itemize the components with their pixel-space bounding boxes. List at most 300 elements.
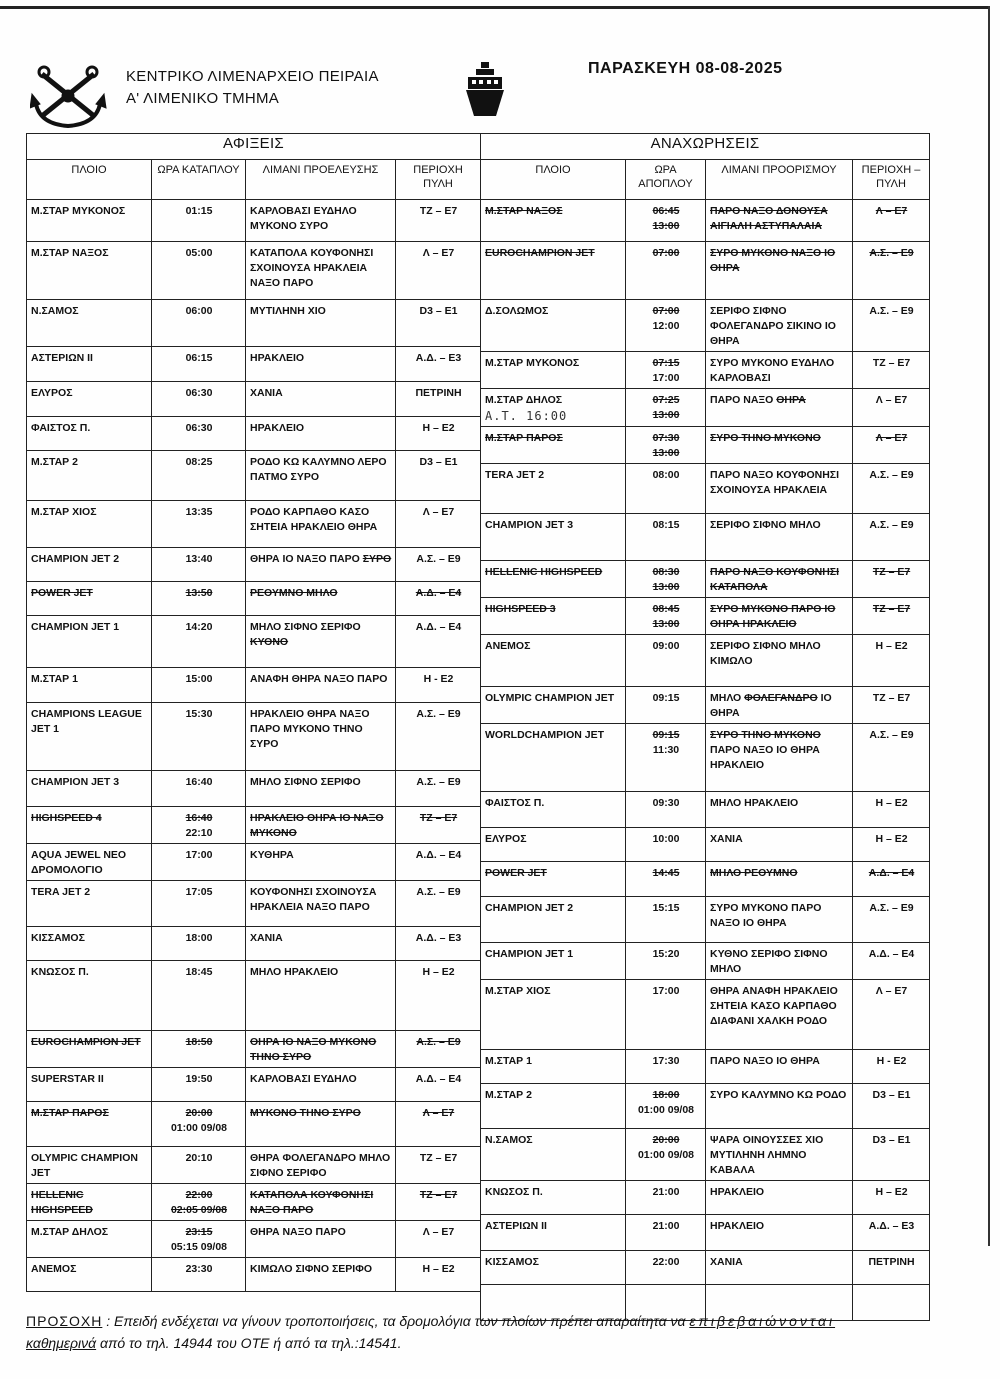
port-cell [706, 897, 853, 943]
port-cell [706, 1129, 853, 1181]
time-cell [152, 961, 246, 1031]
departures-title: ΑΝΑΧΩΡΗΣΕΙΣ [481, 134, 930, 160]
ship-cell [27, 927, 152, 961]
gate-value: Α.Δ. – Ε3 [868, 1220, 915, 1232]
gate-cell [396, 200, 481, 242]
table-row [27, 927, 481, 961]
ship-name: ΦΑΙΣΤΟΣ Π. [31, 422, 91, 434]
gate-value: Α.Σ. – Ε9 [869, 305, 914, 317]
time-cell [626, 943, 706, 980]
port-cell [706, 389, 853, 427]
time-value: 14:45 [652, 867, 680, 879]
table-row [27, 616, 481, 668]
header-organization [126, 66, 379, 110]
gate-value: D3 – Ε1 [872, 1134, 911, 1146]
ship-cell [481, 389, 626, 427]
gate-cell [396, 927, 481, 961]
gate-cell [853, 514, 930, 561]
time-value: 06:45 [652, 205, 680, 217]
ship-cell [481, 1129, 626, 1181]
ship-name: Μ.ΣΤΑΡ ΔΗΛΟΣ [485, 394, 563, 406]
port-list: ΣΥΡΟ ΜΥΚΟΝΟ ΝΑΞΟ ΙΟ ΘΗΡΑ [710, 247, 836, 274]
gate-value: Α.Σ. – Ε9 [869, 902, 914, 914]
gate-cell [853, 427, 930, 464]
time-value: 09:30 [652, 797, 680, 809]
time-value: 08:30 [652, 566, 680, 578]
gate-value: ΤΖ – Ε7 [872, 603, 911, 615]
port-list: ΚΥΘΝΟ ΣΕΡΙΦΟ ΣΙΦΝΟ ΜΗΛΟ [710, 948, 828, 975]
time-cell [626, 427, 706, 464]
gate-cell [396, 1031, 481, 1068]
port-cell [246, 451, 396, 501]
ship-cell [481, 300, 626, 352]
ship-name: ΦΑΙΣΤΟΣ Π. [485, 797, 545, 809]
port-list: ΨΑΡΑ ΟΙΝΟΥΣΣΕΣ ΧΙΟ ΜΥΤΙΛΗΝΗ ΛΗΜΝΟ ΚΑΒΑΛΑ [710, 1134, 824, 1176]
table-row [481, 427, 930, 464]
table-row [27, 1221, 481, 1258]
time-value: 13:50 [185, 587, 213, 599]
port-cell [706, 561, 853, 598]
time-cell [152, 844, 246, 881]
table-row [27, 668, 481, 703]
time-cell [626, 980, 706, 1050]
port-list: ΚΑΤΑΠΟΛΑ ΚΟΥΦΟΝΗΣΙ ΝΑΞΟ ΠΑΡΟ [250, 1189, 374, 1216]
ship-name: SUPERSTAR ΙΙ [31, 1073, 104, 1085]
port-cell [706, 862, 853, 897]
time-cell [152, 582, 246, 616]
ship-name: CHAMPIONS LEAGUE JET 1 [31, 708, 142, 735]
gate-cell [396, 501, 481, 548]
gate-value: Α.Δ. – Ε4 [415, 1073, 462, 1085]
ship-name: ΚΝΩΣΟΣ Π. [31, 966, 89, 978]
gate-cell [396, 451, 481, 501]
gate-value: ΤΖ – Ε7 [872, 357, 911, 369]
ship-name: Μ.ΣΤΑΡ ΝΑΞΟΣ [31, 247, 109, 259]
port-list: ΘΗΡΑ ΝΑΞΟ ΠΑΡΟ [250, 1226, 346, 1238]
port-cell [246, 771, 396, 807]
ship-name: WORLDCHAMPION JET [485, 729, 604, 741]
ship-name: OLYMPIC CHAMPION JET [485, 692, 615, 704]
port-list: ΚΙΜΩΛΟ ΣΙΦΝΟ ΣΕΡΙΦΟ [250, 1263, 372, 1275]
time-value: 14:20 [185, 621, 213, 633]
time-value-revised: 01:00 09/08 [170, 1122, 228, 1134]
port-list: ΣΕΡΙΦΟ ΣΙΦΝΟ ΜΗΛΟ ΚΙΜΩΛΟ [710, 640, 821, 667]
port-cell [246, 881, 396, 927]
time-value: 17:30 [652, 1055, 680, 1067]
port-cell [246, 1184, 396, 1221]
gate-value: Λ – Ε7 [422, 1107, 455, 1119]
port-list: ΘΗΡΑ ΙΟ ΝΑΞΟ ΜΥΚΟΝΟ ΤΗΝΟ ΣΥΡΟ [250, 1036, 377, 1063]
port-list: ΜΗΛΟ ΣΙΦΝΟ ΣΕΡΙΦΟ [250, 621, 361, 633]
time-value: 13:35 [185, 506, 213, 518]
gate-cell [396, 1102, 481, 1147]
ship-cell [481, 427, 626, 464]
table-row [481, 897, 930, 943]
time-cell [152, 771, 246, 807]
ship-name: ΑΣΤΕΡΙΩΝ ΙΙ [485, 1220, 547, 1232]
time-value: 09:15 [652, 692, 680, 704]
time-value: 07:00 [652, 247, 680, 259]
ship-name: Μ.ΣΤΑΡ 2 [485, 1089, 532, 1101]
port-list: ΗΡΑΚΛΕΙΟ [250, 422, 305, 434]
port-cell [246, 616, 396, 668]
gate-cell [853, 1181, 930, 1215]
time-value: 09:15 [652, 729, 680, 741]
gate-value: ΠΕΤΡΙΝΗ [868, 1256, 915, 1268]
port-list: ΜΗΛΟ ΗΡΑΚΛΕΙΟ [710, 797, 799, 809]
port-list: ΚΑΡΛΟΒΑΣΙ ΕΥΔΗΛΟ ΜΥΚΟΝΟ ΣΥΡΟ [250, 205, 357, 232]
time-value: 06:30 [185, 387, 213, 399]
port-list: ΧΑΝΙΑ [710, 1256, 743, 1268]
gate-cell [396, 703, 481, 771]
port-cell [246, 1068, 396, 1102]
port-cell [246, 961, 396, 1031]
time-value-revised: 12:00 [652, 320, 680, 332]
time-cell [626, 724, 706, 792]
port-list: ΜΗΛΟ ΣΙΦΝΟ ΣΕΡΙΦΟ [250, 776, 361, 788]
time-cell [152, 1031, 246, 1068]
port-cell [706, 242, 853, 300]
gate-value: Η – Ε2 [422, 966, 455, 978]
gate-cell [396, 881, 481, 927]
ship-cell [481, 943, 626, 980]
ship-name: ΚΙΣΣΑΜΟΣ [485, 1256, 539, 1268]
table-row [27, 582, 481, 616]
ship-name: ΑΣΤΕΡΙΩΝ ΙΙ [31, 352, 93, 364]
arrivals-table [26, 133, 481, 1292]
port-list: ΧΑΝΙΑ [250, 932, 283, 944]
port-list: ΠΑΡΟ ΝΑΞΟ ΚΟΥΦΟΝΗΣΙ ΣΧΟΙΝΟΥΣΑ ΗΡΑΚΛΕΙΑ [710, 469, 840, 496]
gate-value: Η – Ε2 [875, 1186, 908, 1198]
time-value: 13:40 [185, 553, 213, 565]
port-cell [706, 687, 853, 724]
ship-name: ΑΝΕΜΟΣ [31, 1263, 77, 1275]
department-name: Α' ΛΙΜΕΝΙΚΟ ΤΜΗΜΑ [126, 90, 280, 107]
table-row [481, 464, 930, 514]
gate-value: Α.Δ. – Ε4 [868, 867, 915, 879]
gate-cell [396, 1068, 481, 1102]
time-cell [626, 828, 706, 862]
port-list: ΑΝΑΦΗ ΘΗΡΑ ΝΑΞΟ ΠΑΡΟ [250, 673, 388, 685]
ship-name: Μ.ΣΤΑΡ 1 [485, 1055, 532, 1067]
ship-name: POWER JET [485, 867, 547, 879]
port-cell [706, 724, 853, 792]
footer-note [26, 1310, 966, 1354]
time-value: 22:00 [652, 1256, 680, 1268]
time-value: 07:25 [652, 394, 680, 406]
time-value: 16:40 [185, 812, 213, 824]
gate-cell [853, 561, 930, 598]
table-row [27, 771, 481, 807]
ship-name: TERA JET 2 [31, 886, 91, 898]
time-cell [152, 200, 246, 242]
org-name: ΚΕΝΤΡΙΚΟ ΛΙΜΕΝΑΡΧΕΙΟ ΠΕΙΡΑΙΑ [126, 68, 379, 85]
time-cell [152, 300, 246, 347]
ship-name: CHAMPION JET 1 [485, 948, 574, 960]
port-list: ΘΗΡΑ ΦΟΛΕΓΑΝΔΡΟ ΜΗΛΟ ΣΙΦΝΟ ΣΕΡΙΦΟ [250, 1152, 391, 1179]
port-list: ΜΥΚΟΝΟ ΤΗΝΟ ΣΥΡΟ [250, 1107, 361, 1119]
time-cell [152, 1147, 246, 1184]
time-cell [626, 1084, 706, 1129]
gate-cell [396, 668, 481, 703]
note-label: ΠΡΟΣΟΧΗ [26, 1313, 103, 1329]
port-list: ΡΕΘΥΜΝΟ ΜΗΛΟ [250, 587, 338, 599]
time-value: 15:30 [185, 708, 213, 720]
gate-cell [853, 1251, 930, 1285]
time-cell [152, 668, 246, 703]
time-value: 23:15 [185, 1226, 213, 1238]
gate-cell [853, 828, 930, 862]
gate-value: ΤΖ – Ε7 [419, 1189, 458, 1201]
ship-cell [27, 417, 152, 451]
gate-cell [396, 1221, 481, 1258]
time-cell [626, 1181, 706, 1215]
time-value: 09:00 [652, 640, 680, 652]
ship-name: EUROCHAMPION JET [485, 247, 595, 259]
gate-cell [853, 242, 930, 300]
port-list: ΚΑΤΑΠΟΛΑ ΚΟΥΦΟΝΗΣΙ ΣΧΟΙΝΟΥΣΑ ΗΡΑΚΛΕΙΑ ΝΑΞΟ ΠΑΡΟ [250, 247, 374, 289]
table-row [27, 844, 481, 881]
ship-cell [481, 687, 626, 724]
table-row [481, 635, 930, 687]
time-cell [152, 1258, 246, 1292]
ship-cell [481, 514, 626, 561]
ship-cell [481, 635, 626, 687]
ship-cell [27, 582, 152, 616]
gate-value: Η – Ε2 [875, 797, 908, 809]
ship-cell [27, 771, 152, 807]
time-value: 05:00 [185, 247, 213, 259]
departures-table [480, 133, 930, 1321]
port-cell [706, 1181, 853, 1215]
ship-cell [481, 1181, 626, 1215]
ship-cell [481, 1215, 626, 1251]
port-list: ΜΗΛΟ [710, 692, 742, 704]
ship-cell [27, 1184, 152, 1221]
time-value-revised: 13:00 [652, 618, 680, 630]
ship-cell [481, 352, 626, 389]
time-value: 06:15 [185, 352, 213, 364]
gate-cell [396, 961, 481, 1031]
time-value: 16:40 [185, 776, 213, 788]
table-row [27, 1102, 481, 1147]
ship-name: Μ.ΣΤΑΡ ΝΑΞΟΣ [485, 205, 563, 217]
port-list: ΣΕΡΙΦΟ ΣΙΦΝΟ ΦΟΛΕΓΑΝΔΡΟ ΣΙΚΙΝΟ ΙΟ ΘΗΡΑ [710, 305, 836, 347]
port-cell [706, 352, 853, 389]
ship-name: Μ.ΣΤΑΡ ΠΑΡΟΣ [485, 432, 563, 444]
port-list: ΣΥΡΟ ΜΥΚΟΝΟ ΠΑΡΟ ΝΑΞΟ ΙΟ ΘΗΡΑ [710, 902, 822, 929]
table-row [27, 548, 481, 582]
gate-cell [853, 635, 930, 687]
table-row [27, 1184, 481, 1221]
port-list: ΡΟΔΟ ΚΩ ΚΑΛΥΜΝΟ ΛΕΡΟ ΠΑΤΜΟ ΣΥΡΟ [250, 456, 387, 483]
port-list-extra: ΙΟ ΘΗΡΑ [710, 692, 832, 719]
gate-cell [396, 616, 481, 668]
ship-cell [481, 561, 626, 598]
port-cell [706, 514, 853, 561]
table-row [27, 417, 481, 451]
ship-name: ΚΝΩΣΟΣ Π. [485, 1186, 543, 1198]
ship-name: Μ.ΣΤΑΡ ΜΥΚΟΝΟΣ [31, 205, 126, 217]
table-row [481, 200, 930, 242]
port-cell [706, 1251, 853, 1285]
table-row [481, 1215, 930, 1251]
port-list: ΠΑΡΟ ΝΑΞΟ ΚΟΥΦΟΝΗΣΙ ΚΑΤΑΠΟΛΑ [710, 566, 840, 593]
col-ship: ΠΛΟΙΟ [481, 160, 626, 200]
port-list: ΣΥΡΟ ΤΗΝΟ ΜΥΚΟΝΟ [710, 432, 821, 444]
gate-value: Α.Δ. – Ε4 [415, 849, 462, 861]
port-list: ΣΥΡΟ ΜΥΚΟΝΟ ΕΥΔΗΛΟ ΚΑΡΛΟΒΑΣΙ [710, 357, 835, 384]
time-value-revised: 13:00 [652, 581, 680, 593]
ship-cell [481, 862, 626, 897]
time-cell [626, 352, 706, 389]
port-cancelled: ΦΟΛΕΓΑΝΔΡΟ [744, 692, 818, 704]
table-row [27, 242, 481, 300]
port-cell [246, 242, 396, 300]
port-cell [246, 501, 396, 548]
port-cell [706, 1215, 853, 1251]
port-cell [706, 980, 853, 1050]
ship-name: HELLENIC HIGHSPEED [31, 1189, 93, 1216]
table-row [481, 980, 930, 1050]
ship-name: Μ.ΣΤΑΡ ΧΙΟΣ [31, 506, 97, 518]
time-value-revised: 13:00 [652, 220, 680, 232]
ship-name: Μ.ΣΤΑΡ ΠΑΡΟΣ [31, 1107, 109, 1119]
ship-name: AQUA JEWEL ΝΕΟ ΔΡΟΜΟΛΟΓΙΟ [31, 849, 127, 876]
gate-value: ΤΖ – Ε7 [419, 205, 458, 217]
gate-cell [396, 1258, 481, 1292]
port-cell [706, 792, 853, 828]
time-cell [626, 561, 706, 598]
gate-cell [853, 897, 930, 943]
ship-cell [27, 548, 152, 582]
ship-cell [27, 1031, 152, 1068]
handwritten-note: Α.Τ. 16:00 [485, 409, 568, 423]
ship-cell [27, 1221, 152, 1258]
col-arrival-time: ΩΡΑ ΚΑΤΑΠΛΟΥ [152, 160, 246, 200]
table-row [27, 1031, 481, 1068]
time-cell [152, 1102, 246, 1147]
ship-cell [27, 501, 152, 548]
time-value: 06:00 [185, 305, 213, 317]
col-gate: ΠΕΡΙΟΧΗ ΠΥΛΗ [396, 160, 481, 200]
gate-value: Α.Σ. – Ε9 [416, 776, 461, 788]
gate-value: Α.Σ. – Ε9 [416, 1036, 461, 1048]
ship-name: ΑΝΕΜΟΣ [485, 640, 531, 652]
time-value-revised: 05:15 09/08 [170, 1241, 228, 1253]
gate-value: ΤΖ – Ε7 [872, 566, 911, 578]
port-list: ΗΡΑΚΛΕΙΟ ΘΗΡΑ ΙΟ ΝΑΞΟ ΜΥΚΟΝΟ [250, 812, 384, 839]
gate-value: Η - Ε2 [423, 673, 454, 685]
time-cell [626, 687, 706, 724]
time-cell [626, 242, 706, 300]
port-list: ΠΑΡΟ ΝΑΞΟ ΙΟ ΘΗΡΑ [710, 1055, 820, 1067]
time-cell [626, 1129, 706, 1181]
time-value: 17:00 [652, 985, 680, 997]
time-value-revised: 02:05 09/08 [170, 1204, 228, 1216]
port-cell [246, 1031, 396, 1068]
port-cell [246, 927, 396, 961]
gate-value: Α.Σ. – Ε9 [869, 247, 914, 259]
port-list: ΜΥΤΙΛΗΝΗ ΧΙΟ [250, 305, 326, 317]
ship-name: CHAMPION JET 1 [31, 621, 120, 633]
ship-cell [481, 1251, 626, 1285]
time-value: 21:00 [652, 1220, 680, 1232]
ship-name: EUROCHAMPION JET [31, 1036, 141, 1048]
gate-cell [853, 943, 930, 980]
port-cancelled: ΘΗΡΑ [776, 394, 806, 406]
port-list: ΣΕΡΙΦΟ ΣΙΦΝΟ ΜΗΛΟ [710, 519, 821, 531]
table-row [481, 1129, 930, 1181]
port-list: ΠΑΡΟ ΝΑΞΟ ΔΟΝΟΥΣΑ ΑΙΓΙΑΛΗ ΑΣΤΥΠΑΛΑΙΑ [710, 205, 828, 232]
ship-name: CHAMPION JET 3 [31, 776, 120, 788]
time-value-revised: 22:10 [185, 827, 213, 839]
port-cell [246, 668, 396, 703]
col-departure-time: ΩΡΑ ΑΠΟΠΛΟΥ [626, 160, 706, 200]
schedule-date: ΠΑΡΑΣΚΕΥΗ 08-08-2025 [588, 60, 783, 77]
port-cell [706, 464, 853, 514]
port-cell [246, 844, 396, 881]
gate-value: Η - Ε2 [876, 1055, 907, 1067]
table-row [481, 792, 930, 828]
port-list: ΜΗΛΟ ΗΡΑΚΛΕΙΟ [250, 966, 339, 978]
gate-cell [396, 417, 481, 451]
gate-value: Α.Σ. – Ε9 [869, 519, 914, 531]
port-cell [246, 1221, 396, 1258]
port-cell [706, 300, 853, 352]
ship-name: POWER JET [31, 587, 93, 599]
col-ship: ΠΛΟΙΟ [27, 160, 152, 200]
time-value: 23:30 [185, 1263, 213, 1275]
ship-cell [27, 451, 152, 501]
gate-cell [853, 980, 930, 1050]
gate-cell [853, 1050, 930, 1084]
ship-cell [27, 616, 152, 668]
gate-cell [396, 347, 481, 382]
gate-cell [853, 1129, 930, 1181]
table-row [27, 1258, 481, 1292]
ship-name: ΕΛΥΡΟΣ [485, 833, 527, 845]
gate-cell [853, 598, 930, 635]
table-row [481, 352, 930, 389]
port-list: ΧΑΝΙΑ [710, 833, 743, 845]
port-list: ΗΡΑΚΛΕΙΟ [250, 352, 305, 364]
time-value: 17:05 [185, 886, 213, 898]
time-cell [152, 616, 246, 668]
gate-value: Α.Δ. – Ε4 [415, 587, 462, 599]
ship-cell [27, 242, 152, 300]
ship-cell [27, 1102, 152, 1147]
table-row [27, 347, 481, 382]
ship-cell [27, 300, 152, 347]
port-cell [706, 1084, 853, 1129]
time-cell [626, 1215, 706, 1251]
gate-value: Η – Ε2 [422, 422, 455, 434]
ship-cell [27, 1258, 152, 1292]
time-cell [626, 598, 706, 635]
table-row [27, 881, 481, 927]
time-value: 10:00 [652, 833, 680, 845]
gate-value: Λ – Ε7 [875, 205, 908, 217]
gate-value: Η – Ε2 [422, 1263, 455, 1275]
time-value: 08:45 [652, 603, 680, 615]
table-row [27, 961, 481, 1031]
time-cell [152, 417, 246, 451]
table-row [481, 943, 930, 980]
right-border-line [988, 6, 990, 1246]
port-cell [706, 1050, 853, 1084]
time-value: 08:25 [185, 456, 213, 468]
